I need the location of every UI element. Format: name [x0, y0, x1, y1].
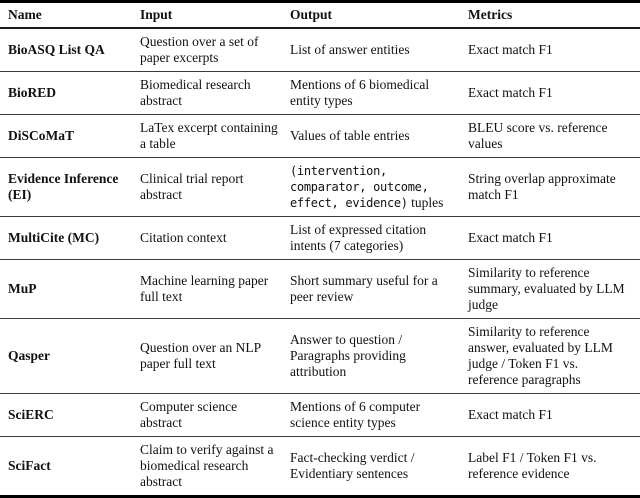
column-header-input: Input [140, 2, 290, 29]
output-code-span: (intervention, comparator, outcome, effect, evidence) [290, 164, 429, 210]
task-metrics-cell: BLEU score vs. reference values [468, 120, 608, 151]
task-metrics-cell: Exact match F1 [468, 230, 553, 245]
task-input-cell: Biomedical research abstract [140, 77, 251, 108]
table-row [0, 394, 640, 437]
task-output-cell [290, 115, 468, 158]
task-name-cell: Qasper [8, 348, 50, 363]
table-row [0, 437, 640, 497]
output-text-span: Mentions of 6 biomedical entity types [290, 77, 430, 108]
task-metrics-cell: Similarity to reference summary, evaluated by LLM judge [468, 265, 625, 312]
task-metrics-cell: Exact match F1 [468, 85, 553, 100]
table-row [0, 115, 640, 158]
task-input-cell: Claim to verify against a biomedical research abstract [140, 442, 274, 489]
task-metrics-cell: String overlap approximate match F1 [468, 171, 616, 202]
task-input-cell: Machine learning paper full text [140, 273, 269, 304]
column-header-name: Name [0, 2, 140, 29]
task-name-cell: Evidence Inference (EI) [8, 171, 119, 202]
output-text-span: Values of table entries [290, 128, 410, 143]
output-text-span: List of answer entities [290, 42, 410, 57]
task-name-cell: BioASQ List QA [8, 42, 105, 57]
table-row [0, 72, 640, 115]
task-input-cell: Question over a set of paper excerpts [140, 34, 259, 65]
header-row [0, 2, 640, 29]
task-name-cell: BioRED [8, 85, 57, 100]
task-name-cell: SciFact [8, 458, 51, 473]
task-input-cell: Question over an NLP paper full text [140, 340, 261, 371]
task-input-cell: Computer science abstract [140, 399, 238, 430]
table-row [0, 158, 640, 217]
table-row [0, 260, 640, 319]
task-name-cell: DiSCoMaT [8, 128, 75, 143]
task-metrics-cell: Label F1 / Token F1 vs. reference evidence [468, 450, 597, 481]
output-text-span: Short summary useful for a peer review [290, 273, 438, 304]
output-text-span: tuples [407, 195, 444, 210]
task-metrics-cell: Exact match F1 [468, 42, 553, 57]
column-header-metrics: Metrics [468, 2, 640, 29]
task-output-cell [290, 319, 468, 394]
task-name-cell: MultiCite (MC) [8, 230, 100, 245]
task-output-cell [290, 260, 468, 319]
output-text-span: Answer to question / Paragraphs providing attribution [290, 332, 406, 379]
task-name-cell: SciERC [8, 407, 54, 422]
task-output-cell [290, 158, 468, 217]
table-body [0, 28, 640, 497]
column-header-output: Output [290, 2, 468, 29]
task-output-cell [290, 72, 468, 115]
output-text-span: List of expressed citation intents (7 categories) [290, 222, 427, 253]
table-row [0, 319, 640, 394]
table-row [0, 28, 640, 72]
task-output-cell [290, 217, 468, 260]
task-name-cell: MuP [8, 281, 37, 296]
output-text-span: Mentions of 6 computer science entity types [290, 399, 421, 430]
task-metrics-cell: Exact match F1 [468, 407, 553, 422]
task-input-cell: Clinical trial report abstract [140, 171, 244, 202]
table-row [0, 217, 640, 260]
task-input-cell: LaTex excerpt containing a table [140, 120, 278, 151]
task-input-cell: Citation context [140, 230, 227, 245]
task-metrics-cell: Similarity to reference answer, evaluated by LLM judge / Token F1 vs. reference paragraphs [468, 324, 613, 387]
task-output-cell [290, 437, 468, 497]
task-output-cell [290, 28, 468, 72]
output-text-span: Fact-checking verdict / Evidentiary sentences [290, 450, 415, 481]
table-header [0, 2, 640, 29]
task-output-cell [290, 394, 468, 437]
